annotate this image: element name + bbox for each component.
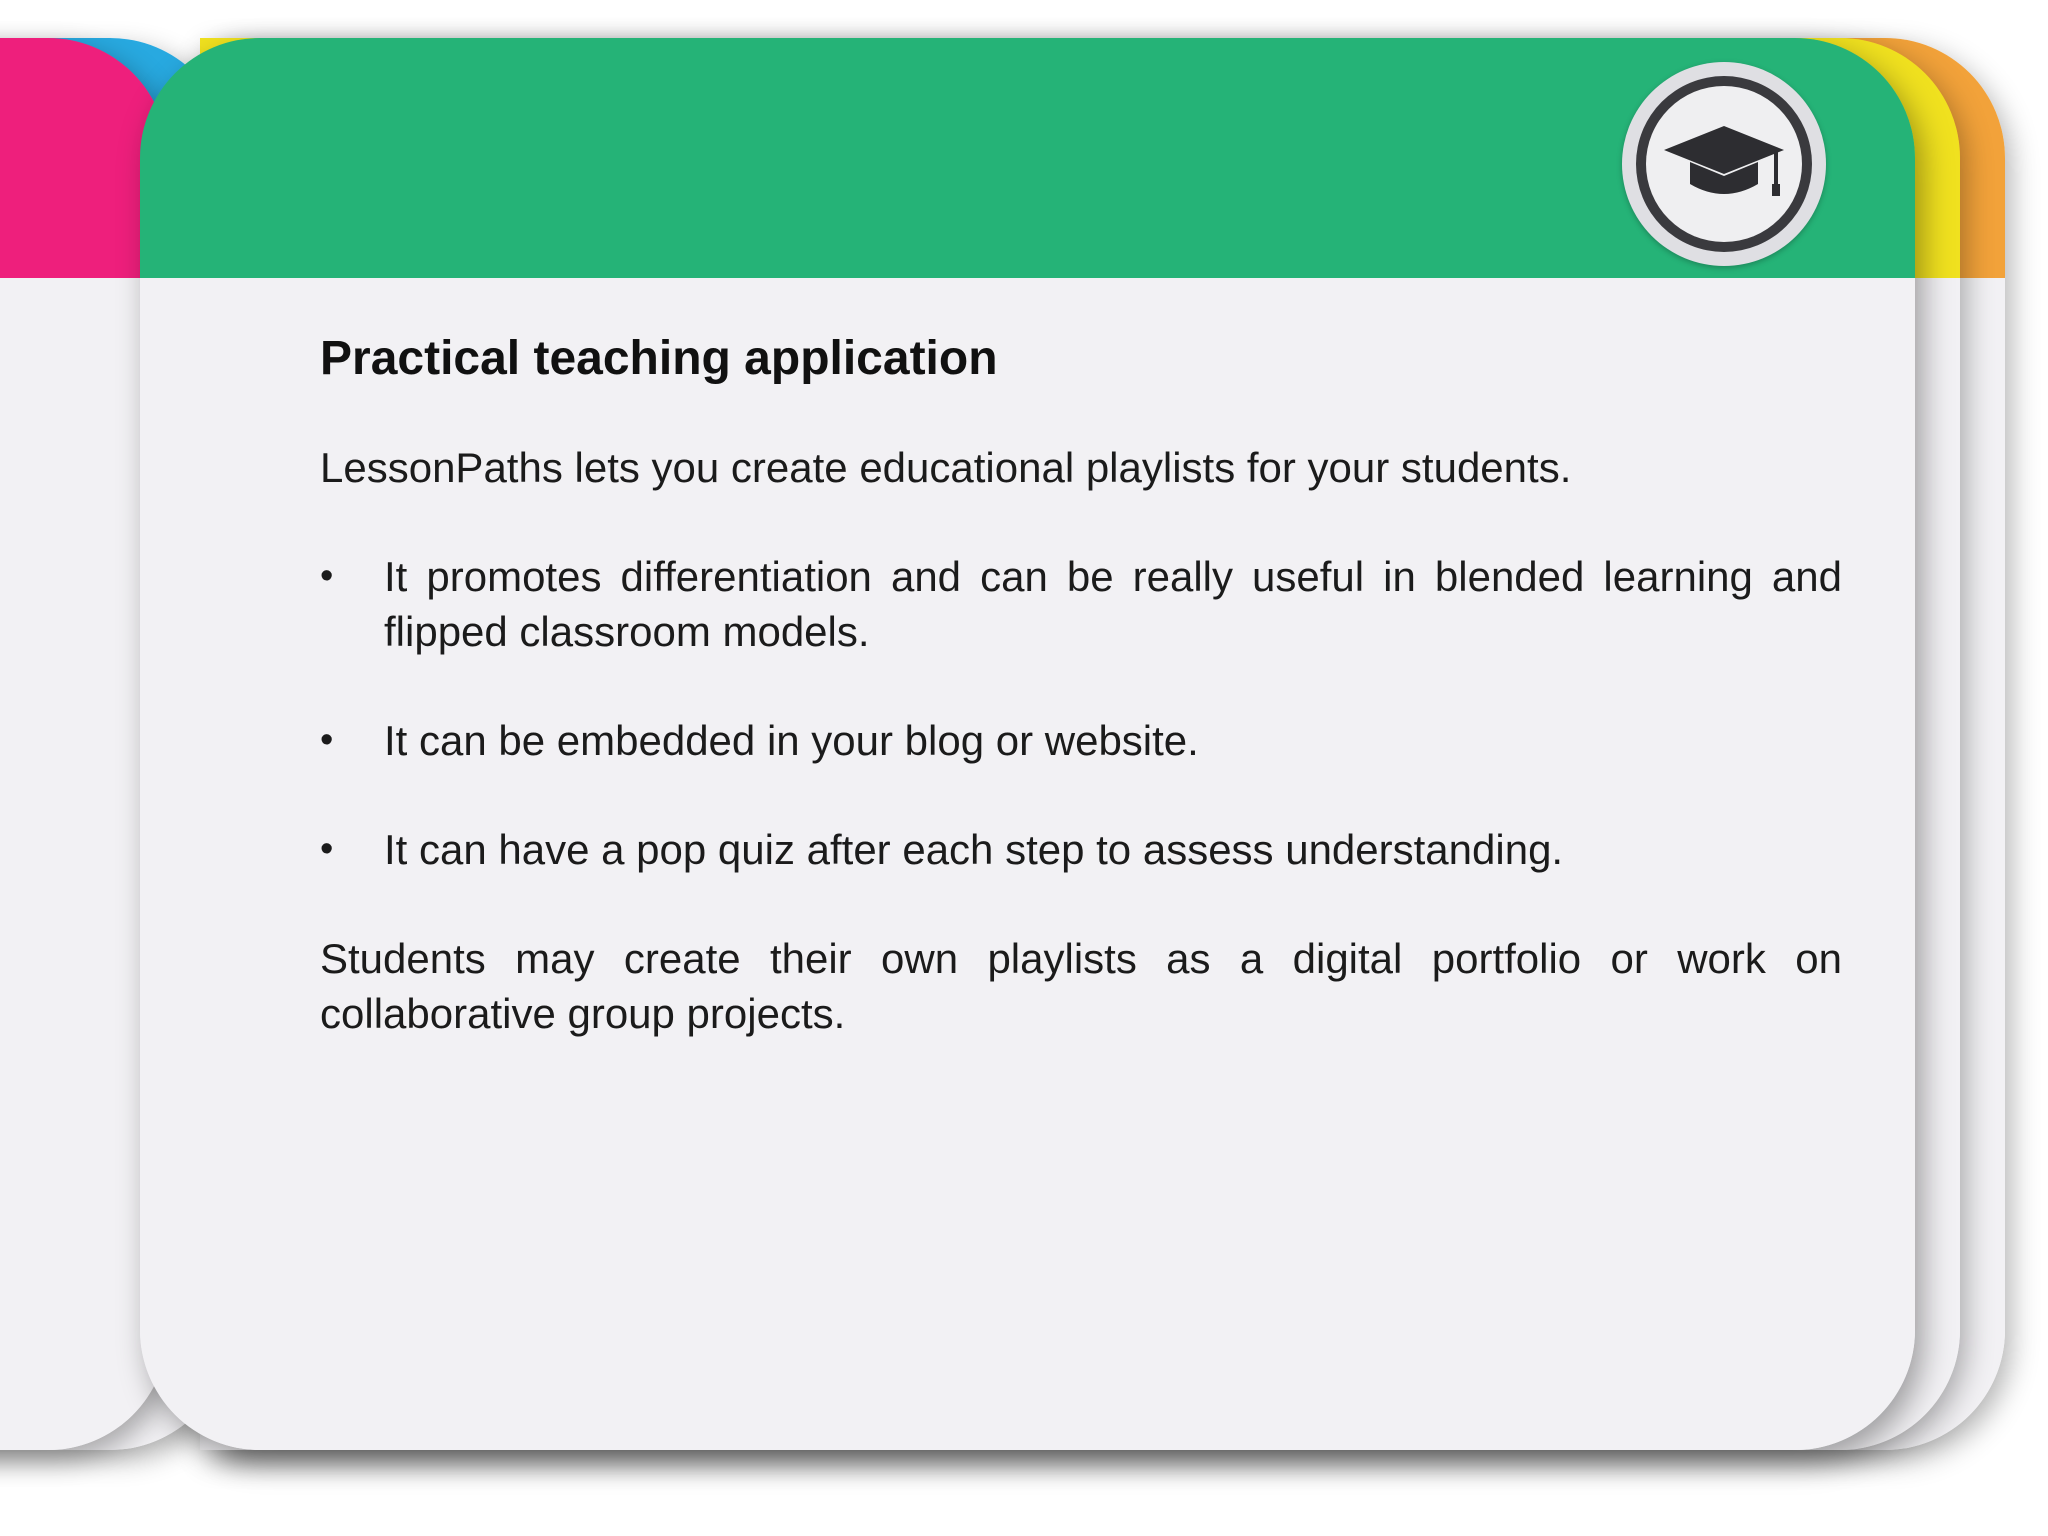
- bullet-icon: •: [320, 718, 334, 761]
- graduation-cap-icon: [1646, 86, 1802, 242]
- list-item: • It promotes differentiation and can be really useful in blended learning and flipped classroom models.: [320, 549, 1842, 659]
- closing-text: Students may create their own playlists as a digital portfolio or work on collaborative group projects.: [320, 934, 1842, 1037]
- slide-title: Practical teaching application: [320, 332, 998, 385]
- list-item: • It can be embedded in your blog or website.: [320, 713, 1842, 768]
- bullet-icon: •: [320, 554, 334, 597]
- bullet-list: [320, 549, 1842, 877]
- slide-content: [320, 318, 1842, 1041]
- intro-text: LessonPaths lets you create educational playlists for your students.: [320, 443, 1572, 491]
- badge: [1622, 62, 1826, 266]
- list-item: • It can have a pop quiz after each step to assess understanding.: [320, 822, 1842, 877]
- bullet-icon: •: [320, 827, 334, 870]
